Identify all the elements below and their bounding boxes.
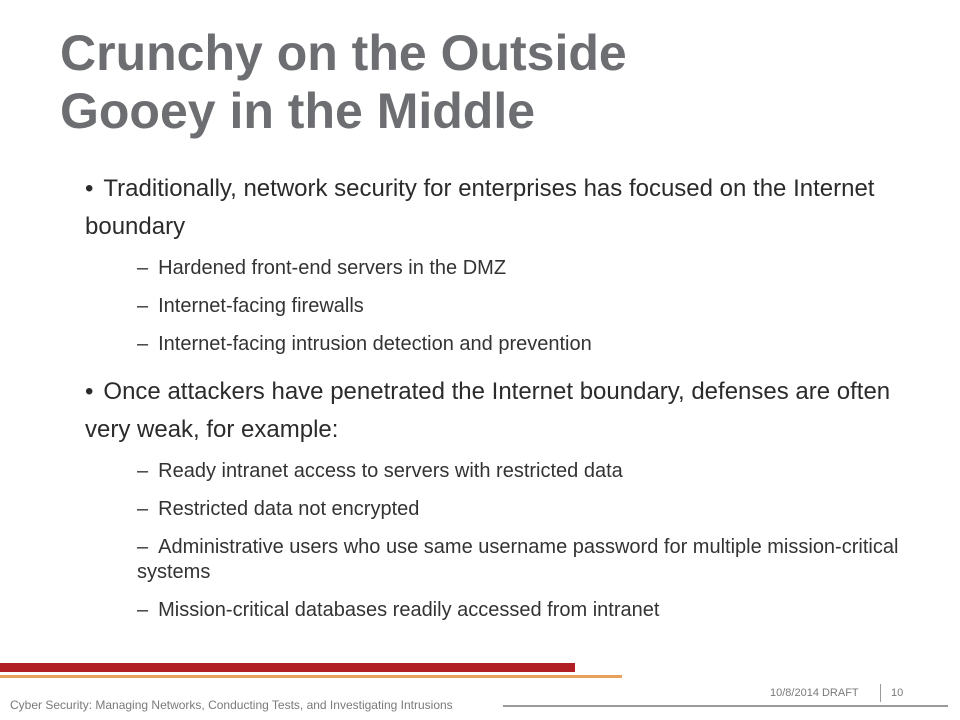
sub-bullet-text: Hardened front-end servers in the DMZ (158, 257, 507, 279)
footer-accent-bar-orange (0, 675, 622, 678)
sub-bullet-text: Internet-facing intrusion detection and prevention (158, 333, 592, 355)
sub-bullet-item (85, 256, 915, 281)
sub-bullet-item (85, 294, 915, 319)
footer-rule (503, 705, 948, 707)
footer-accent-bar-red (0, 663, 575, 672)
sub-bullet-text: Administrative users who use same username password for multiple mission-critical systems (137, 536, 899, 583)
bullet-text: Once attackers have penetrated the Internet boundary, defenses are often very weak, for example: (85, 378, 891, 443)
footer-date: 10/8/2014 DRAFT (770, 687, 859, 699)
bullet-item (85, 170, 915, 246)
dash-mark: – (137, 295, 149, 317)
slide-title (60, 24, 940, 140)
page-number: 10 (891, 687, 904, 699)
bullet-mark: • (85, 175, 94, 202)
slide-body (85, 170, 915, 623)
sub-bullet-item (85, 535, 915, 585)
sub-bullet-text: Mission-critical databases readily accessed from intranet (158, 599, 660, 621)
dash-mark: – (137, 536, 149, 558)
footer-course-title: Cyber Security: Managing Networks, Conducting Tests, and Investigating Intrusions (10, 698, 453, 712)
footer-divider (880, 684, 881, 702)
dash-mark: – (137, 498, 149, 520)
sub-bullet-text: Internet-facing firewalls (158, 295, 364, 317)
sub-bullet-item (85, 459, 915, 484)
sub-bullet-text: Ready intranet access to servers with restricted data (158, 460, 623, 482)
bullet-mark: • (85, 378, 94, 405)
bullet-text: Traditionally, network security for enterprises has focused on the Internet boundary (85, 175, 875, 240)
sub-bullet-item (85, 497, 915, 522)
slide-title-line-1: Crunchy on the Outside (60, 25, 627, 81)
sub-bullet-item (85, 332, 915, 357)
sub-bullet-item (85, 598, 915, 623)
bullet-item (85, 373, 915, 449)
sub-bullet-text: Restricted data not encrypted (158, 498, 420, 520)
dash-mark: – (137, 257, 149, 279)
dash-mark: – (137, 460, 149, 482)
dash-mark: – (137, 599, 149, 621)
dash-mark: – (137, 333, 149, 355)
slide-title-line-2: Gooey in the Middle (60, 83, 536, 139)
